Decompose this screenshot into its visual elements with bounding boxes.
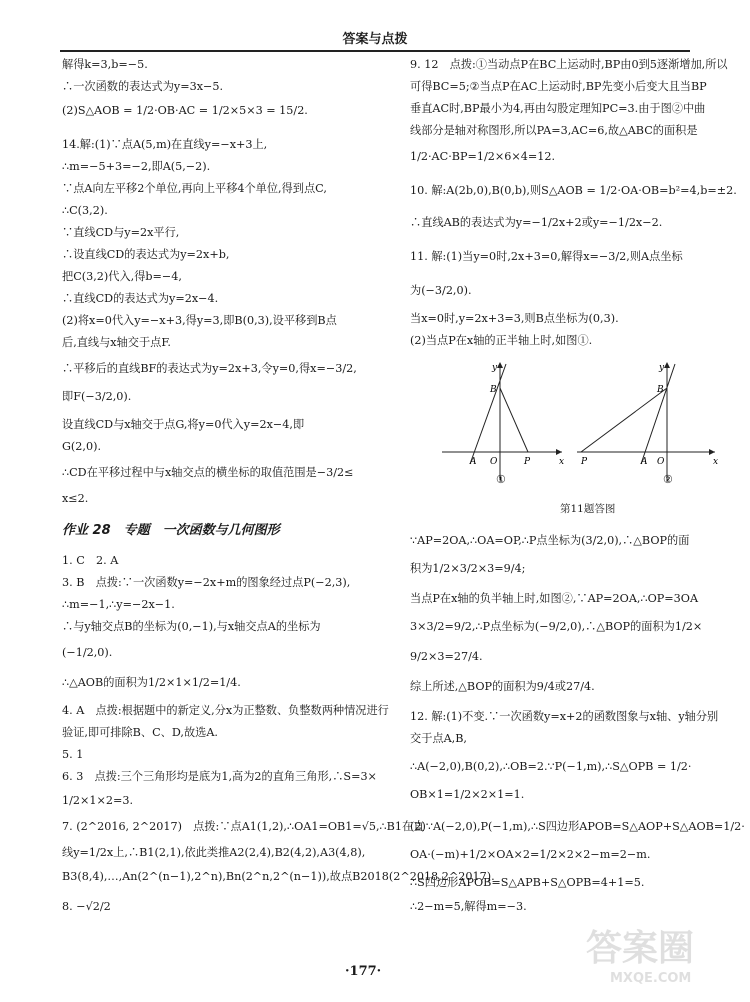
watermark-logo: [582, 918, 732, 992]
text-line: 12. 解:(1)不变.∵一次函数y=x+2的函数图象与x轴、y轴分别: [410, 710, 719, 723]
figure-tag-1: ①: [496, 473, 506, 485]
text-line: 9/2×3=27/4.: [410, 650, 483, 663]
label-b: B: [490, 385, 497, 395]
text-line: ∴直线AB的表达式为y=−1/2x+2或y=−1/2x−2.: [410, 216, 663, 229]
text-line: 即F(−3/2,0).: [62, 390, 132, 403]
label-o: O: [657, 457, 665, 467]
text-line: 后,直线与x轴交于点F.: [62, 336, 171, 349]
text-line: ∴m=−5+3=−2,即A(5,−2).: [62, 160, 211, 173]
text-line: 11. 解:(1)当y=0时,2x+3=0,解得x=−3/2,则A点坐标: [410, 250, 683, 263]
text-line: OB×1=1/2×2×1=1.: [410, 788, 525, 801]
text-line: (2)当点P在x轴的正半轴上时,如图①.: [410, 334, 593, 347]
watermark-text: 答案圈: [586, 928, 695, 969]
text-line: 3. B 点拨:∵一次函数y=−2x+m的图象经过点P(−2,3),: [62, 576, 351, 589]
text-line: 垂直AC时,BP最小为4,再由勾股定理知PC=3.由于图②中曲: [410, 102, 706, 115]
text-line: 8. −√2/2: [62, 900, 111, 913]
label-b: B: [657, 385, 664, 395]
label-o: O: [490, 457, 498, 467]
text-line: ∴CD在平移过程中与x轴交点的横坐标的取值范围是−3/2≤: [62, 466, 354, 479]
text-line: 把C(3,2)代入,得b=−4,: [62, 270, 182, 283]
label-y: y: [659, 363, 665, 373]
text-line: ∴S四边形APOB=S△APB+S△OPB=4+1=5.: [410, 876, 645, 889]
text-line: ∵AP=2OA,∴OA=OP,∴P点坐标为(3/2,0),∴△BOP的面: [410, 534, 690, 547]
text-line: x≤2.: [62, 492, 89, 505]
label-x: x: [713, 457, 719, 467]
figure-caption: 第11题答图: [560, 503, 616, 515]
text-line: 验证,即可排除B、C、D,故选A.: [62, 726, 218, 739]
text-line: ∵点A向左平移2个单位,再向上平移4个单位,得到点C,: [62, 182, 327, 195]
text-line: ∴2−m=5,解得m=−3.: [410, 900, 527, 913]
text-line: (2)S△AOB = 1/2·OB·AC = 1/2×5×3 = 15/2.: [62, 104, 308, 117]
text-line: OA·(−m)+1/2×OA×2=1/2×2×2−m=2−m.: [410, 848, 651, 861]
label-p: P: [581, 457, 588, 467]
text-line: 7. (2^2016, 2^2017) 点拨:∵点A1(1,2),∴OA1=OB1=√5,∴B1在直: [62, 820, 425, 833]
text-line: 9. 12 点拨:①当动点P在BC上运动时,BP由0到5逐渐增加,所以: [410, 58, 728, 71]
text-line: 线部分是轴对称图形,所以PA=3,AC=6,故△ABC的面积是: [410, 124, 698, 137]
section-title: 作业 28 专题 一次函数与几何图形: [62, 523, 280, 538]
text-line: 为(−3/2,0).: [410, 284, 472, 297]
label-a: A: [641, 457, 648, 467]
figure-tag-2: ②: [663, 473, 673, 485]
text-line: 当点P在x轴的负半轴上时,如图②,∵AP=2OA,∴OP=3OA: [410, 592, 699, 605]
text-line: 线y=1/2x上,∴B1(2,1),依此类推A2(2,4),B2(4,2),A3(4,8),: [62, 846, 366, 859]
text-line: ∴平移后的直线BF的表达式为y=2x+3,令y=0,得x=−3/2,: [62, 362, 357, 375]
label-a: A: [470, 457, 477, 467]
text-line: ∴一次函数的表达式为y=3x−5.: [62, 80, 224, 93]
label-y: y: [492, 363, 498, 373]
text-line: 解得k=3,b=−5.: [62, 58, 148, 71]
figure-1: [440, 360, 565, 485]
page-header: 答案与点拨: [342, 32, 408, 47]
text-line: ∴直线CD的表达式为y=2x−4.: [62, 292, 219, 305]
text-line: 当x=0时,y=2x+3=3,则B点坐标为(0,3).: [410, 312, 619, 325]
text-line: 可得BC=5;②当点P在AC上运动时,BP先变小后变大且当BP: [410, 80, 707, 93]
page-number: ·177·: [345, 964, 382, 979]
text-line: 5. 1: [62, 748, 84, 761]
text-line: 10. 解:A(2b,0),B(0,b),则S△AOB = 1/2·OA·OB=b²=4,b=±2.: [410, 184, 737, 197]
text-line: 设直线CD与x轴交于点G,将y=0代入y=2x−4,即: [62, 418, 305, 431]
text-line: B3(8,4),…,An(2^(n−1),2^n),Bn(2^n,2^(n−1)),故点B2018(2^2018,2^2017).: [62, 870, 495, 883]
label-x: x: [559, 457, 565, 467]
header-rule: [60, 50, 690, 52]
text-line: (2)∵A(−2,0),P(−1,m),∴S四边形APOB=S△AOP+S△AOB=1/2·: [410, 820, 745, 833]
text-line: (−1/2,0).: [62, 646, 113, 659]
text-line: ∵直线CD与y=2x平行,: [62, 226, 180, 239]
label-p: P: [524, 457, 531, 467]
text-line: ∴设直线CD的表达式为y=2x+b,: [62, 248, 230, 261]
text-line: 交于点A,B,: [410, 732, 467, 745]
figure-2: [575, 360, 720, 485]
text-line: 3×3/2=9/2,∴P点坐标为(−9/2,0),∴△BOP的面积为1/2×: [410, 620, 703, 633]
text-line: (2)将x=0代入y=−x+3,得y=3,即B(0,3),设平移到B点: [62, 314, 337, 327]
text-line: ∴△AOB的面积为1/2×1×1/2=1/4.: [62, 676, 241, 689]
text-line: G(2,0).: [62, 440, 102, 453]
text-line: ∴与y轴交点B的坐标为(0,−1),与x轴交点A的坐标为: [62, 620, 321, 633]
text-line: 4. A 点拨:根据题中的新定义,分x为正整数、负整数两种情况进行: [62, 704, 389, 717]
text-line: ∴C(3,2).: [62, 204, 108, 217]
text-line: 6. 3 点拨:三个三角形均是底为1,高为2的直角三角形,∴S=3×: [62, 770, 377, 783]
text-line: ∴A(−2,0),B(0,2),∴OB=2.∵P(−1,m),∴S△OPB = 1/2·: [410, 760, 692, 773]
text-line: 1/2×1×2=3.: [62, 794, 134, 807]
text-line: 综上所述,△BOP的面积为9/4或27/4.: [410, 680, 595, 693]
text-line: 14.解:(1)∵点A(5,m)在直线y=−x+3上,: [62, 138, 268, 151]
watermark-sub: MXQE.COM: [610, 971, 692, 986]
text-line: 积为1/2×3/2×3=9/4;: [410, 562, 526, 575]
text-line: 1/2·AC·BP=1/2×6×4=12.: [410, 150, 556, 163]
text-line: 1. C 2. A: [62, 554, 119, 567]
text-line: ∴m=−1,∴y=−2x−1.: [62, 598, 175, 611]
